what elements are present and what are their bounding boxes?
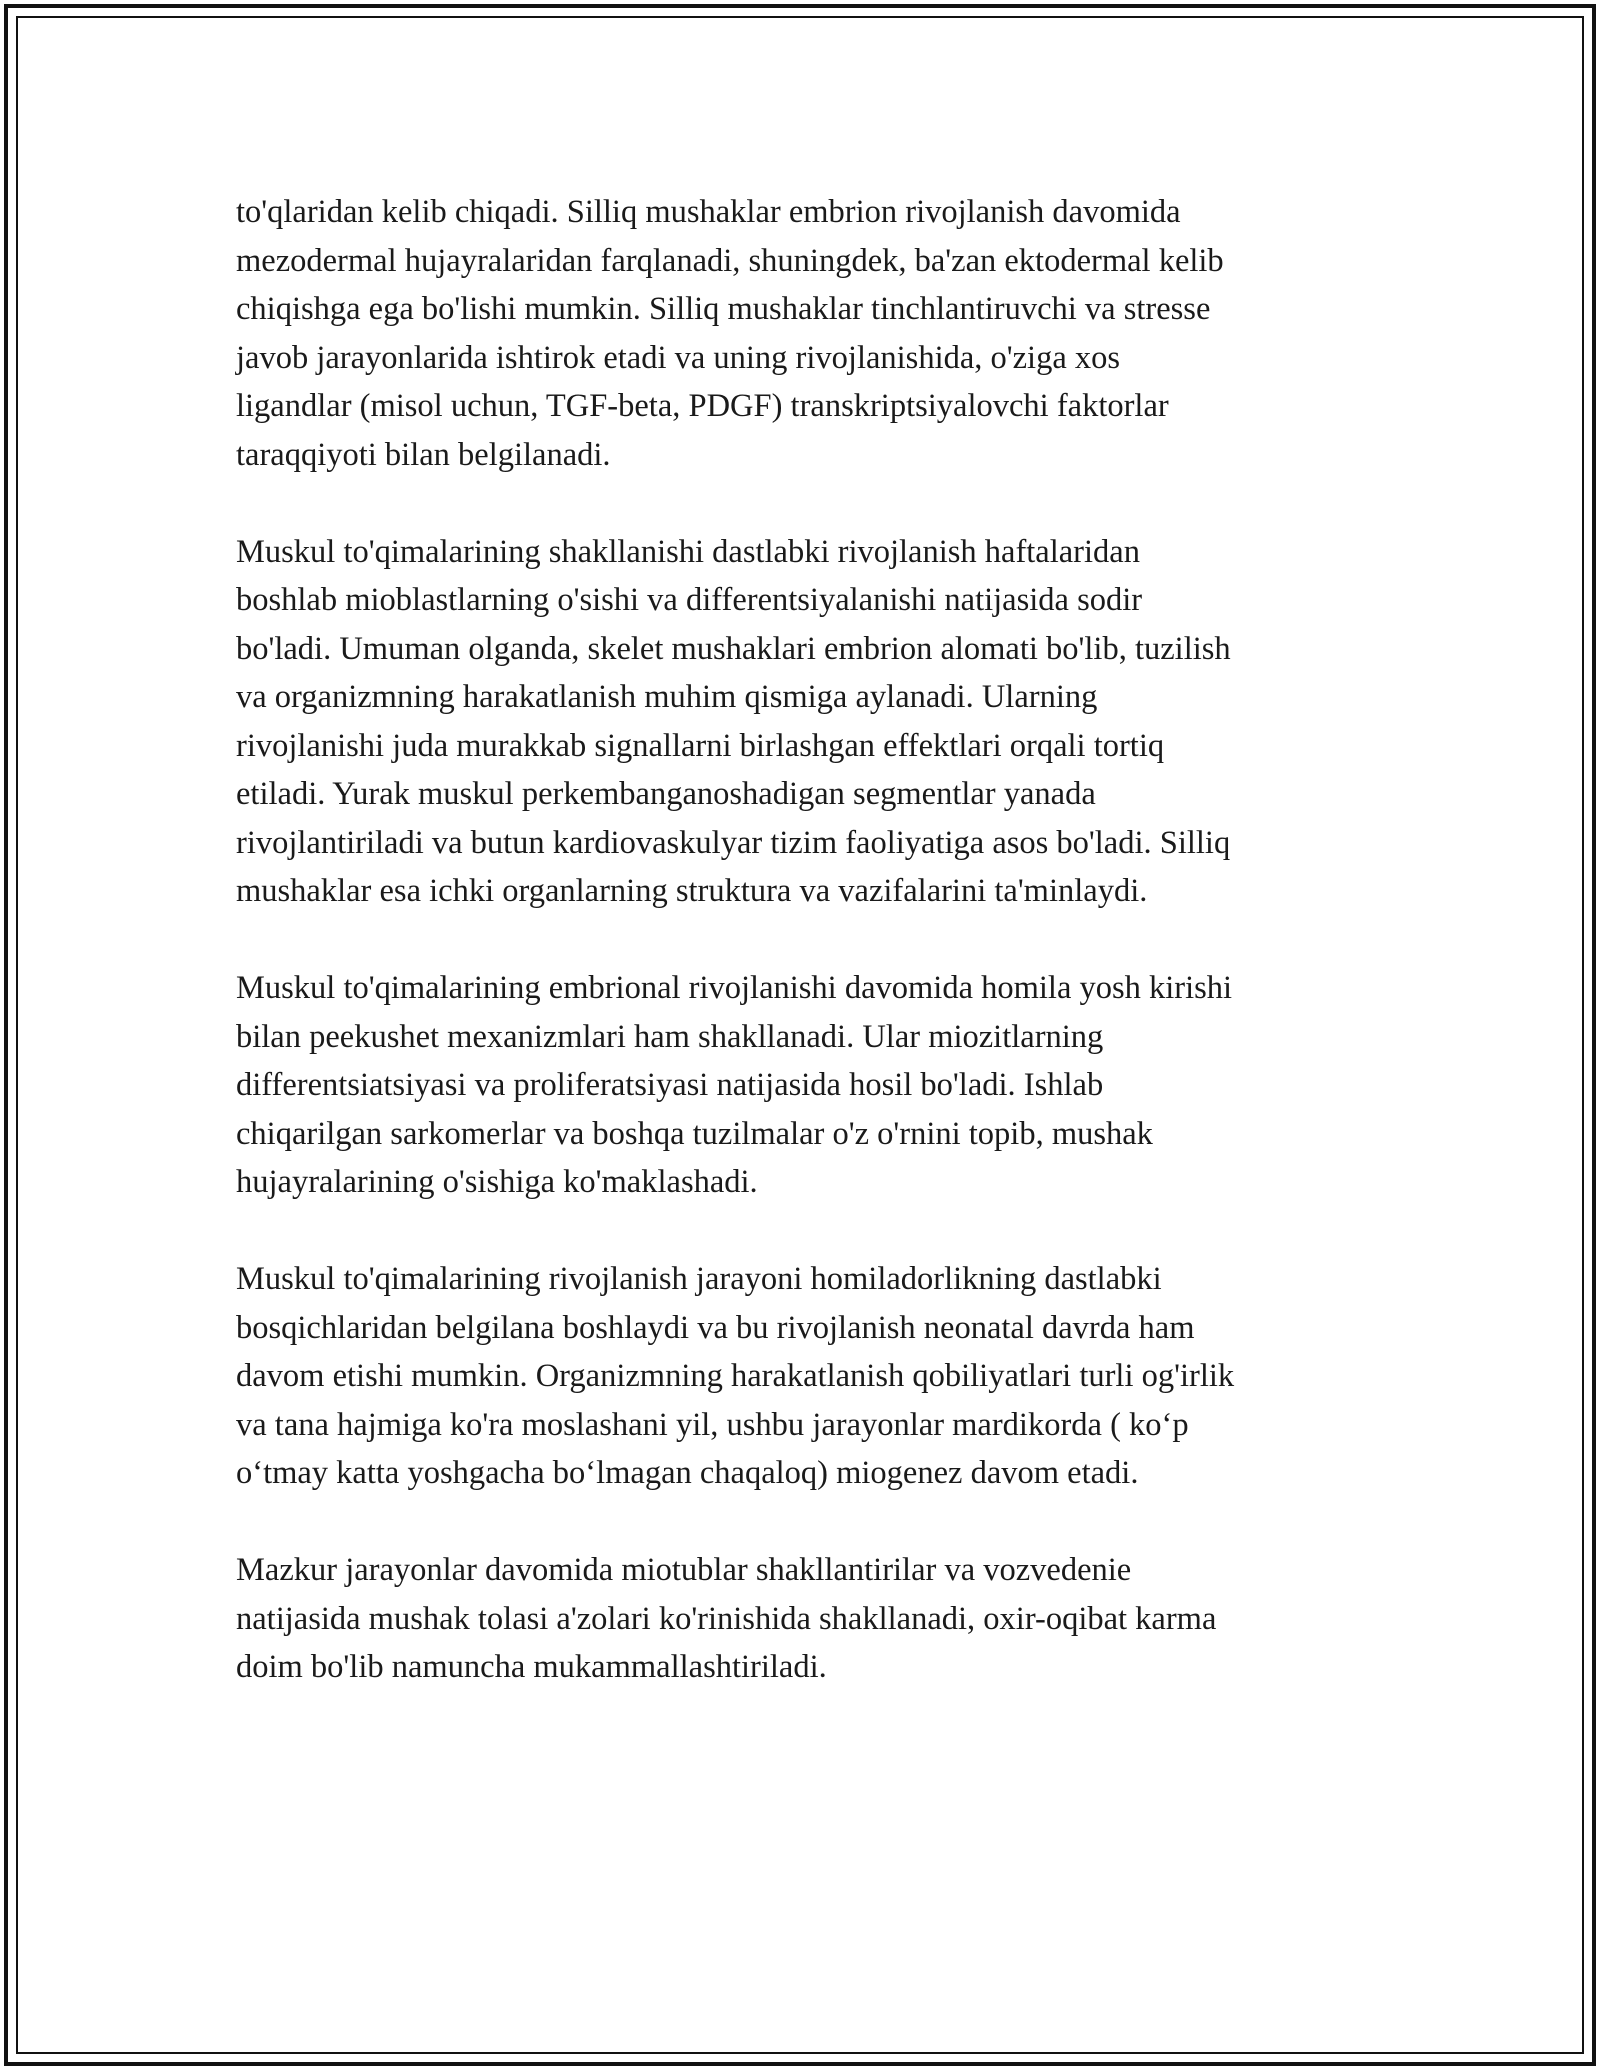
text-line: mezodermal hujayralaridan farqlanadi, shuningdek, ba'zan ektodermal kelib [236, 242, 1224, 279]
text-line: to'qlaridan kelib chiqadi. Silliq mushaklar embrion rivojlanish davomida [236, 194, 1181, 230]
text-line: oʻtmay katta yoshgacha boʻlmagan chaqaloq) miogenez davom etadi. [236, 1455, 1139, 1491]
text-line: hujayralarining o'sishiga ko'maklashadi. [236, 1164, 758, 1200]
text-line: bosqichlaridan belgilana boshlaydi va bu rivojlanish neonatal davrda ham [236, 1309, 1195, 1346]
text-line: davom etishi mumkin. Organizmning harakatlanish qobiliyatlari turli og'irlik [236, 1358, 1235, 1394]
paragraph-4 [236, 1255, 1376, 1498]
text-line: Muskul to'qimalarining embrional rivojlanishi davomida homila yosh kirishi [236, 970, 1233, 1006]
text-line: javob jarayonlarida ishtirok etadi va uning rivojlanishida, o'ziga xos [236, 339, 1121, 376]
text-line: rivojlantiriladi va butun kardiovaskulyar tizim faoliyatiga asos bo'ladi. Silliq [236, 824, 1231, 861]
text-line: va tana hajmiga ko'ra moslashani yil, ushbu jarayonlar mardikorda ( koʻp [236, 1406, 1189, 1443]
text-line: Mazkur jarayonlar davomida miotublar shakllantirilar va vozvedenie [236, 1552, 1132, 1588]
text-line: bilan peekushet mexanizmlari ham shakllanadi. Ular miozitlarning [236, 1018, 1104, 1055]
text-line: rivojlanishi juda murakkab signallarni birlashgan effektlari orqali tortiq [236, 727, 1165, 764]
text-line: natijasida mushak tolasi a'zolari ko'rinishida shakllanadi, oxir-oqibat karma [236, 1600, 1217, 1637]
text-line: Muskul to'qimalarining shakllanishi dastlabki rivojlanish haftalaridan [236, 533, 1140, 570]
text-line: differentsiatsiyasi va proliferatsiyasi natijasida hosil bo'ladi. Ishlab [236, 1067, 1104, 1103]
text-line: chiqarilgan sarkomerlar va boshqa tuzilmalar o'z o'rnini topib, mushak [236, 1115, 1153, 1152]
text-line: taraqqiyoti bilan belgilanadi. [236, 436, 611, 473]
document-body [236, 188, 1376, 1692]
text-line: boshlab mioblastlarning o'sishi va differentsiyalanishi natijasida sodir [236, 582, 1143, 618]
paragraph-1 [236, 188, 1376, 479]
text-line: doim bo'lib namuncha mukammallashtiriladi. [236, 1649, 827, 1685]
text-line: ligandlar (misol uchun, TGF-beta, PDGF) transkriptsiyalovchi faktorlar [236, 388, 1169, 424]
text-line: va organizmning harakatlanish muhim qismiga aylanadi. Ularning [236, 679, 1098, 715]
text-line: etiladi. Yurak muskul perkembanganoshadigan segmentlar yanada [236, 776, 1096, 812]
paragraph-5 [236, 1546, 1376, 1692]
text-line: Muskul to'qimalarining rivojlanish jarayoni homiladorlikning dastlabki [236, 1261, 1162, 1297]
text-line: mushaklar esa ichki organlarning struktura va vazifalarini ta'minlaydi. [236, 873, 1148, 909]
paragraph-2 [236, 528, 1376, 916]
text-line: bo'ladi. Umuman olganda, skelet mushaklari embrion alomati bo'lib, tuzilish [236, 630, 1231, 667]
paragraph-3 [236, 964, 1376, 1207]
text-line: chiqishga ega bo'lishi mumkin. Silliq mushaklar tinchlantiruvchi va stresse [236, 291, 1211, 327]
